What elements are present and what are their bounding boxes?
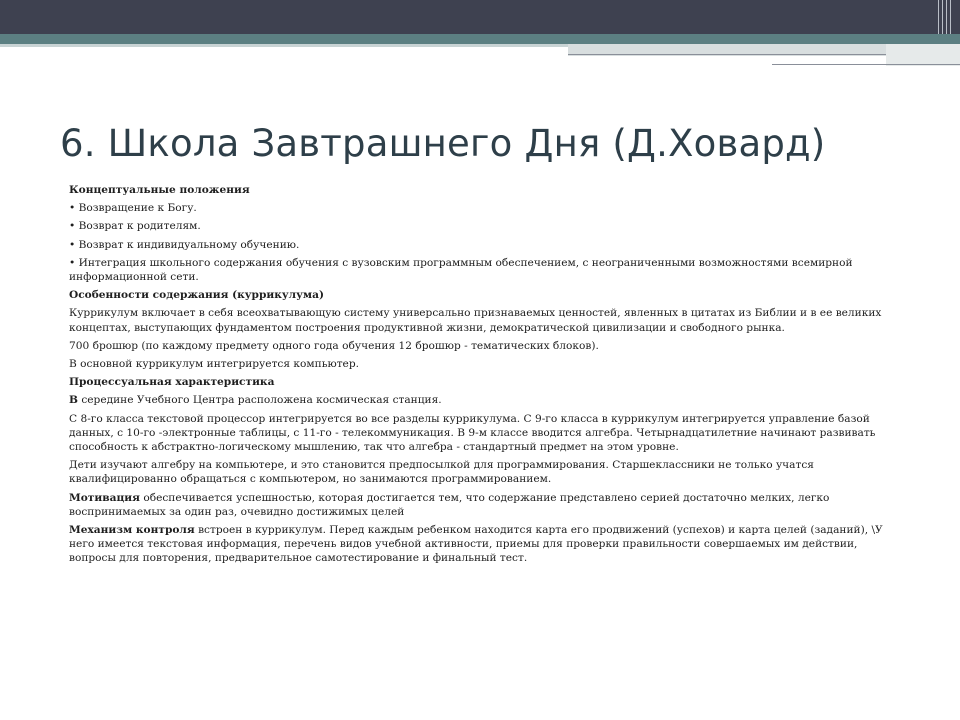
light-stripe (0, 44, 570, 47)
process-paragraph (69, 393, 901, 407)
gray-step-small (886, 44, 960, 66)
process-lead-text: середине Учебного Центра расположена космическая станция. (77, 394, 442, 407)
thin-line-lower (772, 64, 960, 65)
concepts-heading: Концептуальные положения (69, 184, 250, 196)
top-dark-band (0, 0, 960, 34)
control-text: встроен в куррикулум. Перед каждым ребенком находится карта его продвижений (успехов) и карта целей (заданий), \У него имеется текстовая информация, перечень видов учебной активности, приемы для проверки правильности совершаемых им действии, вопросы для повторения, предварительное самотестирование и финальный тест. (69, 524, 883, 565)
curriculum-paragraph: 700 брошюр (по каждому предмету одного года обучения 12 брошюр - тематических блоков). (69, 339, 599, 352)
concept-item: • Возвращение к Богу. (69, 202, 197, 215)
thin-line (568, 54, 888, 55)
curriculum-heading: Особенности содержания (куррикулума) (69, 289, 324, 302)
slide-body (69, 183, 901, 570)
control-paragraph (69, 523, 901, 566)
slide-title: 6. Школа Завтрашнего Дня (Д.Ховард) (60, 122, 826, 165)
curriculum-paragraph: Куррикулум включает в себя всеохватывающую систему универсально признаваемых ценностей, явленных в цитатах из Библии и в ее великих концептах, выступающих фундаментом построения продуктивной жизни, демократической цивилизации и свободного рынка. (69, 307, 882, 334)
curriculum-paragraph: В основной куррикулум интегрируется компьютер. (69, 358, 359, 371)
concept-item: • Интеграция школьного содержания обучения с вузовским программным обеспечением, с неограниченными возможностями всемирной информационной сети. (69, 256, 853, 284)
process-paragraph: С 8-го класса текстовой процессор интегрируется во все разделы куррикулума. С 9-го класса в куррикулум интегрируется управление базой данных, с 10-го -электронные таблицы, с 11-го - телекоммуникация. В 9-м классе вводится алгебра. Четырнадцатилетние начинают развивать способность к абстрактно-логическому мышлению, так что алгебра - стандартный предмет на этом уровне. (69, 412, 876, 454)
process-heading: Процессуальная характеристика (69, 376, 275, 389)
motivation-text: обеспечивается успешностью, которая достигается тем, что содержание представлено серией достаточно мелких, легко воспринимаемых за один раз, очевидно достижимых целей (69, 491, 830, 518)
concept-item: • Возврат к индивидуальному обучению. (69, 238, 300, 251)
concept-item: • Возврат к родителям. (69, 220, 201, 233)
teal-stripe (0, 34, 960, 44)
process-lead: В (69, 394, 78, 407)
motivation-label: Мотивация (69, 491, 140, 504)
control-label: Механизм контроля (69, 524, 195, 537)
motivation-paragraph (69, 491, 901, 519)
process-paragraph: Дети изучают алгебру на компьютере, и это становится предпосылкой для программирования. Старшеклассники не только учатся квалифицированно обращаться с компьютером, но занимаются программированием. (69, 459, 814, 486)
